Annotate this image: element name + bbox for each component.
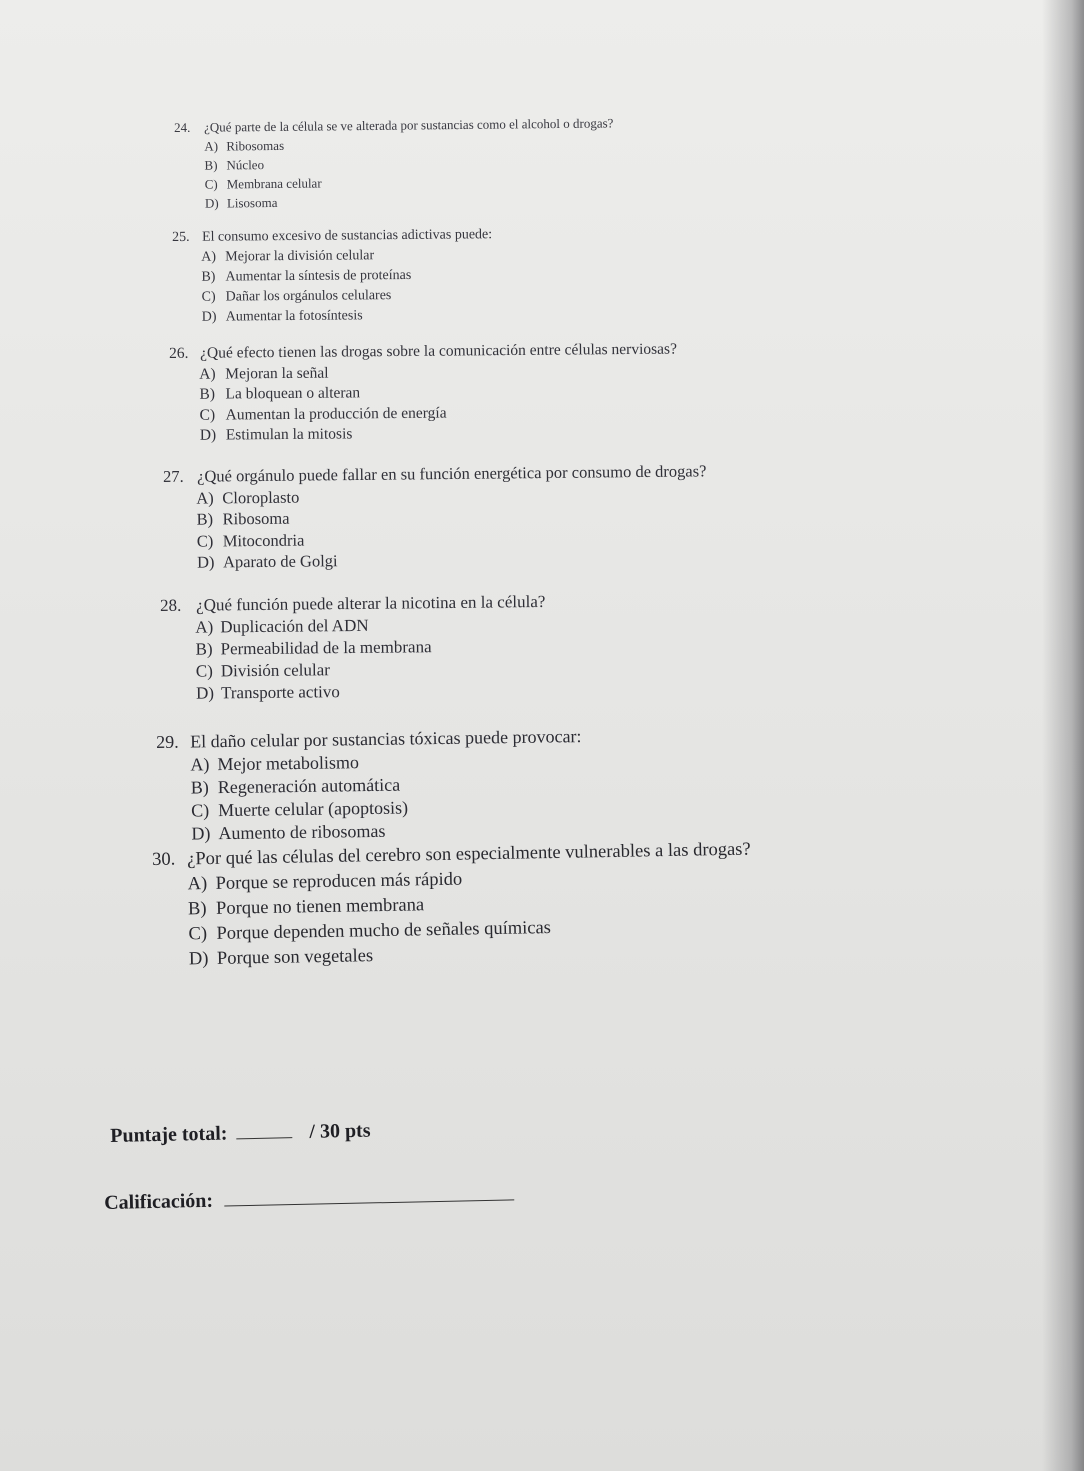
answer-options	[163, 482, 707, 574]
option-letter: C)	[195, 661, 213, 681]
option-text: Aumentar la fotosíntesis	[225, 308, 363, 325]
score-blank	[237, 1137, 293, 1139]
option-text: Porque se reproducen más rápido	[215, 869, 463, 894]
question-26	[169, 340, 678, 447]
option-letter: A)	[204, 138, 219, 154]
option-letter: C)	[196, 530, 214, 551]
option-text: Membrana celular	[226, 175, 322, 192]
option-letter: B)	[199, 385, 216, 403]
option-letter: B)	[204, 157, 218, 173]
question-text: ¿Qué orgánulo puede fallar en su función energética por consumo de drogas?	[197, 461, 707, 486]
answer-options	[160, 613, 546, 705]
option-text: Mejoran la señal	[225, 364, 329, 383]
option-text: Transporte activo	[220, 682, 340, 703]
question-stem	[160, 591, 545, 617]
option-text: Muerte celular (apoptosis)	[217, 797, 409, 821]
option-letter: A)	[201, 249, 217, 265]
option-letter: A)	[195, 617, 214, 637]
answer-options	[169, 360, 678, 446]
option-letter: D)	[196, 552, 215, 572]
question-text: ¿Por qué las células del cerebro son especialmente vulnerables a las drogas?	[187, 839, 751, 870]
option-text: Aumentan la producción de energía	[225, 404, 447, 424]
question-number: 27.	[163, 466, 184, 486]
option-letter: B)	[190, 777, 209, 798]
option-text: Porque dependen mucho de señales químicas	[216, 918, 552, 944]
answer-options	[152, 863, 752, 973]
option-text: La bloquean o alteran	[225, 384, 361, 403]
option-text: Mejorar la división celular	[225, 248, 375, 265]
answer-option-d	[197, 546, 708, 573]
answer-option-d	[200, 422, 678, 447]
question-number: 24.	[174, 119, 191, 135]
question-24	[174, 113, 614, 213]
answer-option-d	[196, 679, 546, 705]
option-text: División celular	[220, 660, 330, 681]
option-letter: B)	[196, 509, 214, 529]
option-text: Ribosoma	[222, 508, 290, 529]
total-score-suffix: / 30 pts	[309, 1119, 371, 1143]
option-text: Aumento de ribosomas	[218, 820, 386, 844]
question-text: ¿Qué efecto tienen las drogas sobre la comunicación entre células nerviosas?	[200, 340, 677, 362]
grade-label: Calificación:	[104, 1189, 214, 1214]
option-text: Mejor metabolismo	[217, 752, 360, 775]
option-letter: D)	[195, 683, 215, 703]
option-text: Porque son vegetales	[216, 946, 374, 969]
option-letter: A)	[196, 487, 214, 508]
answer-option-d	[205, 189, 615, 212]
option-letter: D)	[199, 426, 217, 444]
option-text: Lisosoma	[226, 194, 278, 211]
option-letter: D)	[204, 195, 219, 211]
answer-options	[174, 132, 614, 213]
option-text: Cloroplasto	[222, 487, 300, 507]
option-letter: C)	[204, 176, 218, 192]
total-score-line	[110, 1120, 371, 1148]
answer-option-c	[202, 285, 493, 308]
option-text: Regeneración automática	[217, 774, 401, 798]
question-number: 30.	[152, 849, 176, 870]
grade-blank	[224, 1199, 514, 1206]
question-number: 29.	[156, 731, 179, 752]
question-28	[160, 591, 546, 705]
option-letter: B)	[201, 269, 216, 285]
question-stem	[172, 225, 492, 248]
option-text: Aparato de Golgi	[222, 551, 338, 572]
question-text: El consumo excesivo de sustancias adictivas puede:	[202, 227, 493, 245]
answer-option-d	[202, 305, 493, 328]
question-text: El daño celular por sustancias tóxicas puede provocar:	[190, 726, 582, 752]
option-letter: C)	[188, 924, 208, 945]
option-letter: A)	[187, 874, 208, 895]
option-text: Aumentar la síntesis de proteínas	[225, 267, 412, 285]
option-text: Duplicación del ADN	[220, 615, 369, 637]
question-number: 26.	[169, 344, 189, 362]
option-text: Mitocondria	[222, 530, 305, 550]
question-number: 25.	[172, 229, 190, 245]
question-30	[152, 838, 753, 973]
option-text: Núcleo	[226, 157, 265, 173]
option-letter: B)	[195, 639, 213, 659]
answer-options	[156, 748, 583, 846]
question-text: ¿Qué parte de la célula se ve alterada por sustancias como el alcohol o drogas?	[204, 115, 614, 135]
question-27	[163, 460, 707, 573]
page-edge-shadow	[1042, 0, 1084, 1471]
option-text: Estimulan la mitosis	[225, 425, 353, 444]
question-number: 28.	[160, 595, 182, 615]
option-letter: C)	[201, 289, 216, 305]
option-text: Permeabilidad de la membrana	[220, 637, 432, 659]
option-letter: A)	[190, 754, 210, 775]
option-text: Dañar los orgánulos celulares	[225, 288, 392, 305]
option-letter: D)	[191, 823, 211, 844]
question-29	[156, 725, 583, 846]
option-text: Porque no tienen membrana	[215, 895, 425, 919]
option-text: Ribosomas	[226, 137, 285, 154]
answer-options	[172, 245, 493, 328]
answer-option-b	[201, 265, 492, 288]
option-letter: D)	[188, 949, 209, 970]
answer-option-a	[201, 245, 492, 268]
total-score-label: Puntaje total:	[110, 1122, 228, 1147]
option-letter: C)	[190, 800, 210, 821]
question-text: ¿Qué función puede alterar la nicotina en la célula?	[196, 591, 546, 615]
option-letter: D)	[201, 309, 217, 325]
grade-line	[104, 1183, 514, 1215]
option-letter: C)	[199, 406, 216, 424]
option-letter: A)	[199, 365, 216, 383]
question-25	[172, 225, 493, 328]
option-letter: B)	[187, 899, 207, 920]
